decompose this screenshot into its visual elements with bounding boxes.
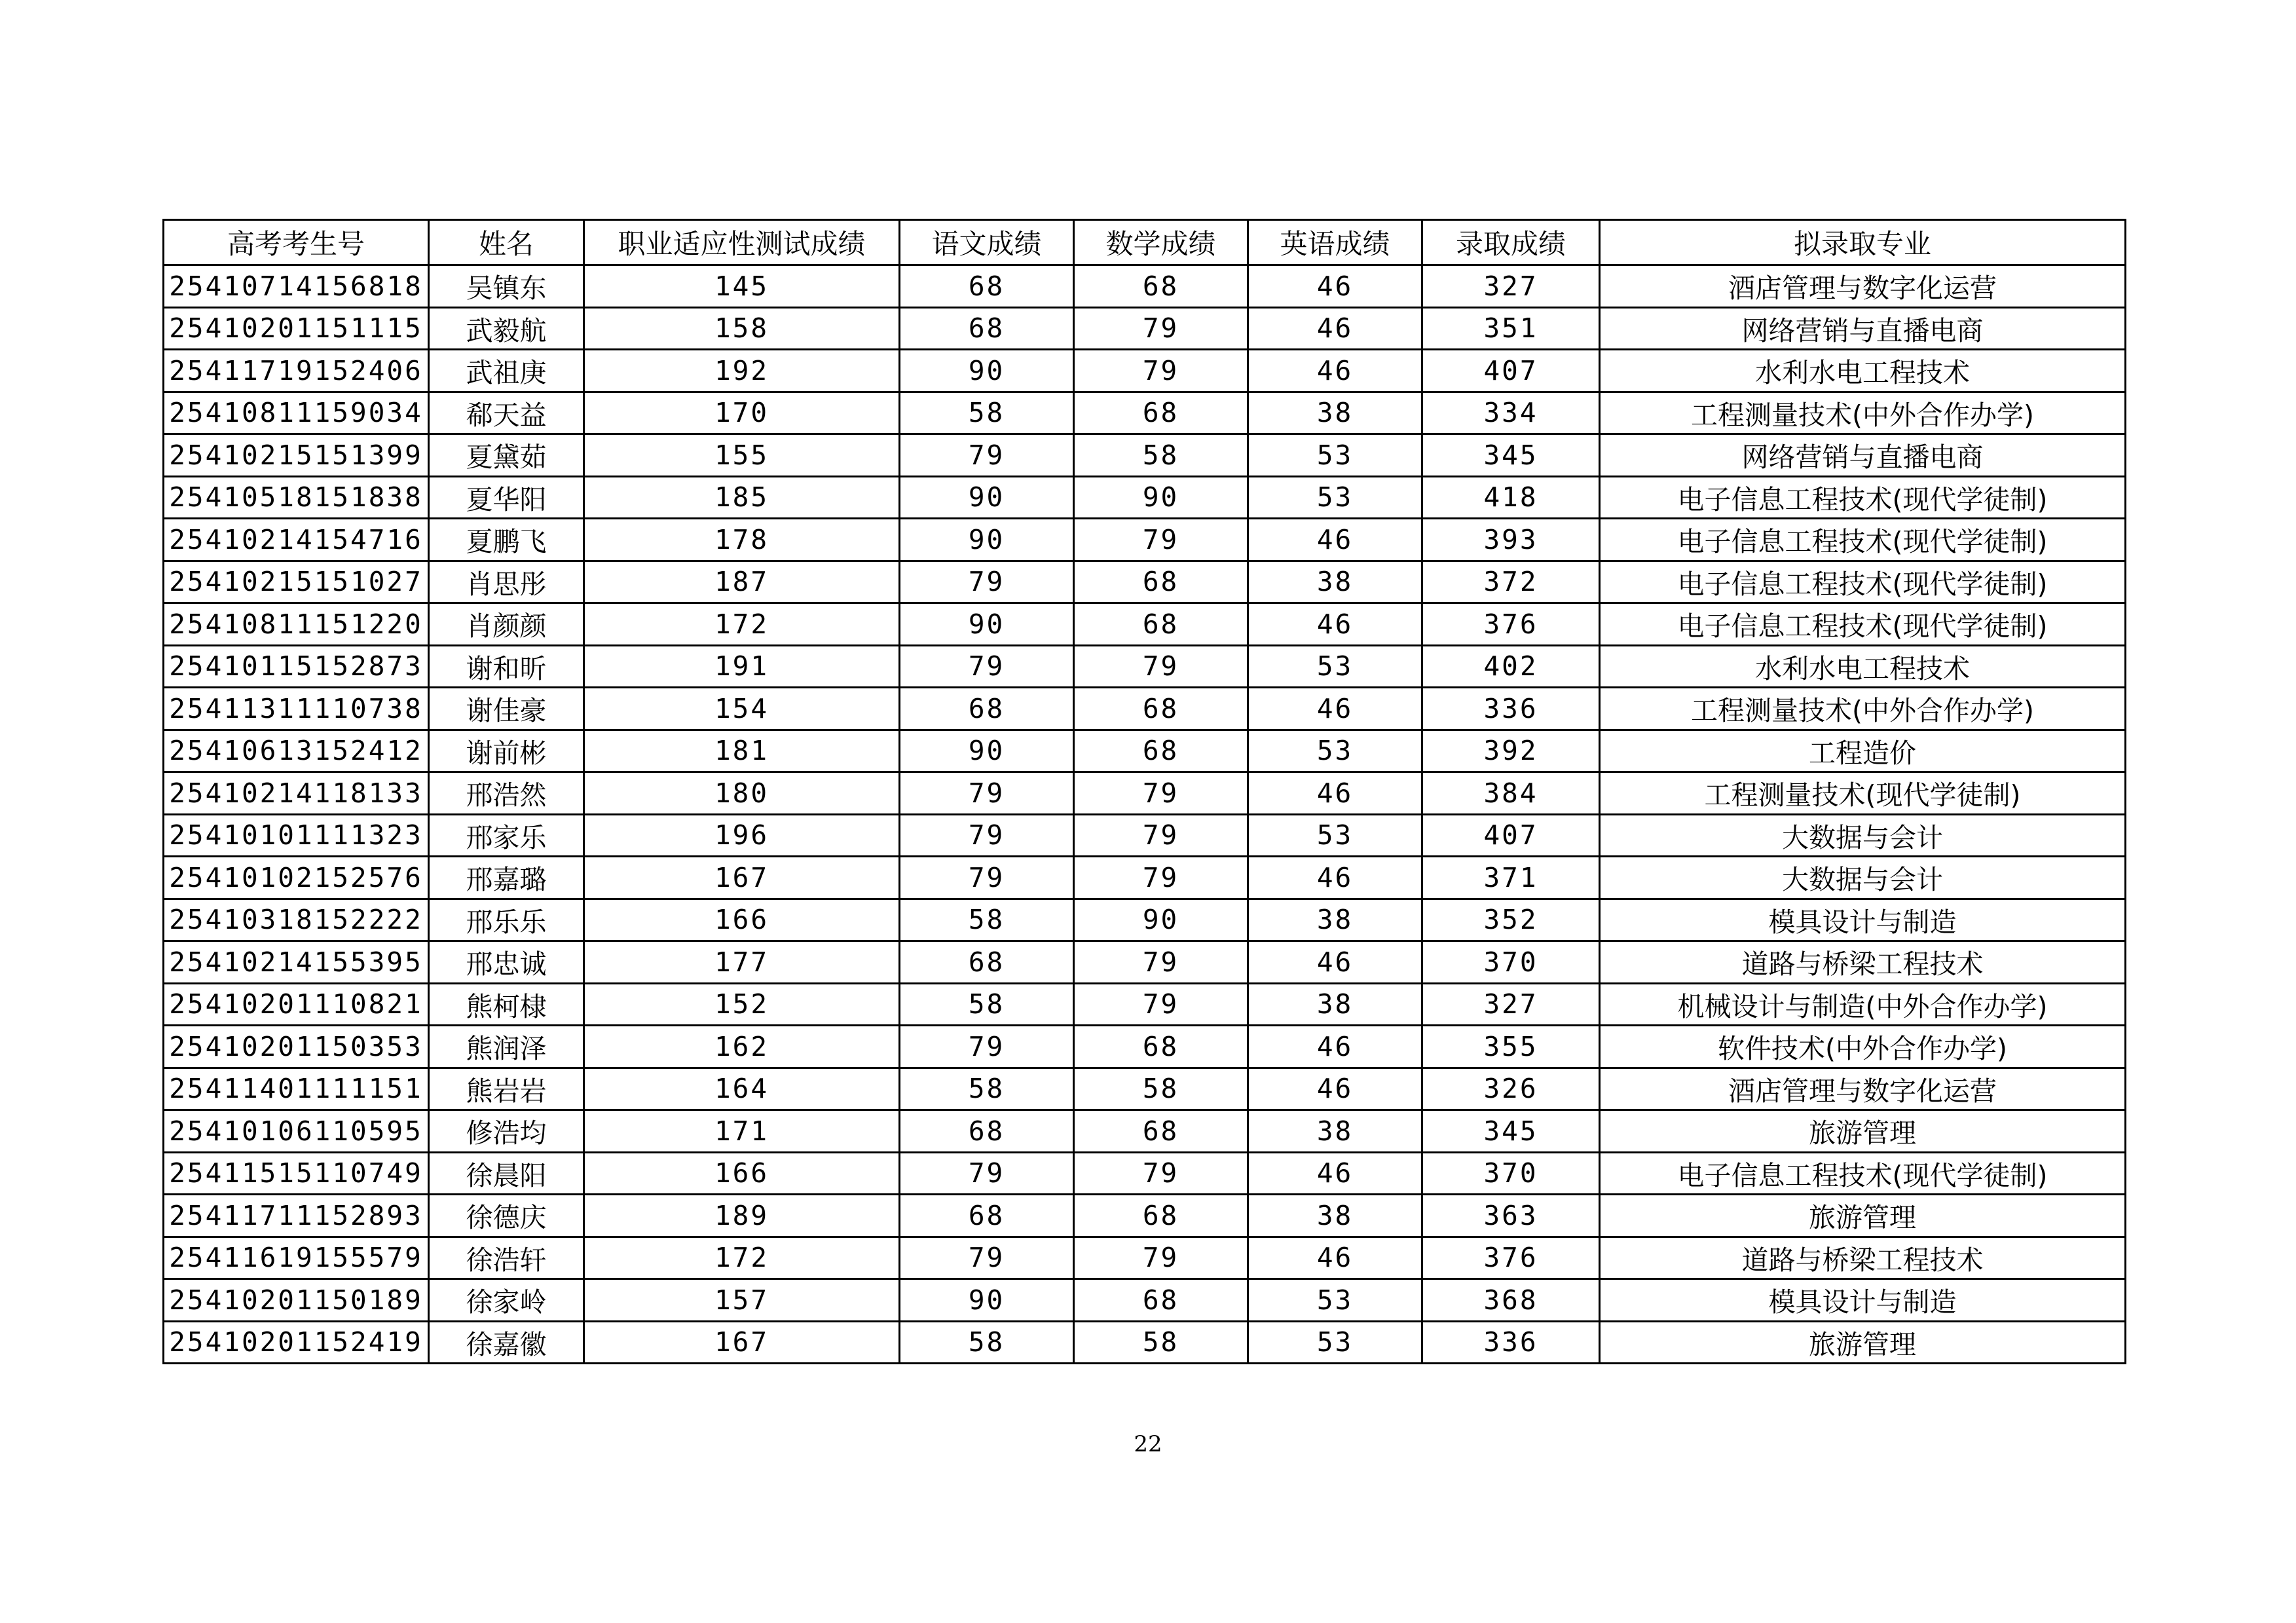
- chinese-score-cell: 79: [900, 857, 1074, 899]
- major-cell: 工程测量技术(现代学徒制): [1600, 772, 2126, 815]
- english-score-cell: 46: [1248, 307, 1422, 350]
- major-cell: 酒店管理与数字化运营: [1600, 265, 2126, 308]
- chinese-score-cell: 90: [900, 730, 1074, 772]
- english-score-cell: 46: [1248, 1152, 1422, 1195]
- table-row: [164, 350, 2126, 392]
- aptitude-score-cell: 166: [584, 1152, 900, 1195]
- exam-number-cell: 25410201110821: [164, 983, 429, 1026]
- aptitude-score-cell: 185: [584, 476, 900, 519]
- english-score-cell: 46: [1248, 1026, 1422, 1068]
- chinese-score-cell: 90: [900, 350, 1074, 392]
- exam-number-cell: 25410106110595: [164, 1110, 429, 1153]
- admission-score-cell: 392: [1422, 730, 1600, 772]
- aptitude-score-cell: 154: [584, 688, 900, 730]
- english-score-cell: 53: [1248, 434, 1422, 477]
- exam-number-cell: 25410201150353: [164, 1026, 429, 1068]
- aptitude-score-cell: 180: [584, 772, 900, 815]
- major-cell: 模具设计与制造: [1600, 1279, 2126, 1322]
- name-cell: 郗天益: [429, 392, 584, 434]
- exam-number-cell: 25411619155579: [164, 1237, 429, 1279]
- math-score-cell: 90: [1074, 899, 1248, 941]
- name-cell: 谢佳豪: [429, 688, 584, 730]
- admission-score-cell: 345: [1422, 434, 1600, 477]
- chinese-score-cell: 58: [900, 983, 1074, 1026]
- name-cell: 邢嘉璐: [429, 857, 584, 899]
- aptitude-score-cell: 172: [584, 1237, 900, 1279]
- admission-score-cell: 418: [1422, 476, 1600, 519]
- exam-number-cell: 25410101111323: [164, 814, 429, 857]
- header-major: 拟录取专业: [1600, 220, 2126, 265]
- major-cell: 工程测量技术(中外合作办学): [1600, 392, 2126, 434]
- chinese-score-cell: 79: [900, 645, 1074, 688]
- table-row: [164, 434, 2126, 477]
- table-row: [164, 899, 2126, 941]
- name-cell: 邢浩然: [429, 772, 584, 815]
- major-cell: 软件技术(中外合作办学): [1600, 1026, 2126, 1068]
- admission-score-cell: 384: [1422, 772, 1600, 815]
- chinese-score-cell: 68: [900, 941, 1074, 984]
- admission-score-cell: 336: [1422, 688, 1600, 730]
- aptitude-score-cell: 152: [584, 983, 900, 1026]
- math-score-cell: 68: [1074, 1195, 1248, 1237]
- aptitude-score-cell: 196: [584, 814, 900, 857]
- math-score-cell: 79: [1074, 519, 1248, 561]
- table-row: [164, 730, 2126, 772]
- table-row: [164, 857, 2126, 899]
- chinese-score-cell: 68: [900, 688, 1074, 730]
- aptitude-score-cell: 172: [584, 603, 900, 646]
- exam-number-cell: 25410102152576: [164, 857, 429, 899]
- admission-table: [162, 219, 2126, 1364]
- major-cell: 电子信息工程技术(现代学徒制): [1600, 519, 2126, 561]
- english-score-cell: 46: [1248, 603, 1422, 646]
- major-cell: 电子信息工程技术(现代学徒制): [1600, 1152, 2126, 1195]
- english-score-cell: 38: [1248, 899, 1422, 941]
- aptitude-score-cell: 189: [584, 1195, 900, 1237]
- chinese-score-cell: 68: [900, 1195, 1074, 1237]
- header-chinese-score: 语文成绩: [900, 220, 1074, 265]
- table-row: [164, 1152, 2126, 1195]
- header-math-score: 数学成绩: [1074, 220, 1248, 265]
- chinese-score-cell: 79: [900, 1152, 1074, 1195]
- english-score-cell: 38: [1248, 392, 1422, 434]
- exam-number-cell: 25411711152893: [164, 1195, 429, 1237]
- math-score-cell: 79: [1074, 307, 1248, 350]
- math-score-cell: 68: [1074, 1110, 1248, 1153]
- aptitude-score-cell: 164: [584, 1068, 900, 1110]
- exam-number-cell: 25410214118133: [164, 772, 429, 815]
- admission-score-cell: 407: [1422, 814, 1600, 857]
- table-row: [164, 1110, 2126, 1153]
- table-row: [164, 814, 2126, 857]
- aptitude-score-cell: 155: [584, 434, 900, 477]
- exam-number-cell: 25410115152873: [164, 645, 429, 688]
- header-aptitude-score: 职业适应性测试成绩: [584, 220, 900, 265]
- math-score-cell: 79: [1074, 941, 1248, 984]
- exam-number-cell: 25410214155395: [164, 941, 429, 984]
- admission-score-cell: 393: [1422, 519, 1600, 561]
- english-score-cell: 46: [1248, 772, 1422, 815]
- major-cell: 水利水电工程技术: [1600, 645, 2126, 688]
- major-cell: 水利水电工程技术: [1600, 350, 2126, 392]
- table-row: [164, 645, 2126, 688]
- english-score-cell: 46: [1248, 265, 1422, 308]
- chinese-score-cell: 79: [900, 561, 1074, 603]
- chinese-score-cell: 90: [900, 476, 1074, 519]
- major-cell: 大数据与会计: [1600, 814, 2126, 857]
- english-score-cell: 46: [1248, 857, 1422, 899]
- aptitude-score-cell: 170: [584, 392, 900, 434]
- aptitude-score-cell: 158: [584, 307, 900, 350]
- english-score-cell: 53: [1248, 1321, 1422, 1364]
- math-score-cell: 79: [1074, 1237, 1248, 1279]
- english-score-cell: 46: [1248, 1068, 1422, 1110]
- admission-score-cell: 376: [1422, 1237, 1600, 1279]
- aptitude-score-cell: 162: [584, 1026, 900, 1068]
- aptitude-score-cell: 166: [584, 899, 900, 941]
- major-cell: 模具设计与制造: [1600, 899, 2126, 941]
- major-cell: 网络营销与直播电商: [1600, 434, 2126, 477]
- aptitude-score-cell: 177: [584, 941, 900, 984]
- admission-score-cell: 336: [1422, 1321, 1600, 1364]
- table-row: [164, 392, 2126, 434]
- name-cell: 熊润泽: [429, 1026, 584, 1068]
- table-row: [164, 1195, 2126, 1237]
- math-score-cell: 79: [1074, 645, 1248, 688]
- name-cell: 肖颜颜: [429, 603, 584, 646]
- table-row: [164, 1068, 2126, 1110]
- table-header-row: [164, 220, 2126, 265]
- table-row: [164, 772, 2126, 815]
- major-cell: 酒店管理与数字化运营: [1600, 1068, 2126, 1110]
- exam-number-cell: 25410214154716: [164, 519, 429, 561]
- major-cell: 道路与桥梁工程技术: [1600, 1237, 2126, 1279]
- aptitude-score-cell: 157: [584, 1279, 900, 1322]
- name-cell: 肖思彤: [429, 561, 584, 603]
- math-score-cell: 68: [1074, 392, 1248, 434]
- exam-number-cell: 25410518151838: [164, 476, 429, 519]
- math-score-cell: 79: [1074, 350, 1248, 392]
- name-cell: 徐德庆: [429, 1195, 584, 1237]
- admission-score-cell: 345: [1422, 1110, 1600, 1153]
- chinese-score-cell: 58: [900, 899, 1074, 941]
- name-cell: 徐家岭: [429, 1279, 584, 1322]
- header-admission-score: 录取成绩: [1422, 220, 1600, 265]
- exam-number-cell: 25411311110738: [164, 688, 429, 730]
- chinese-score-cell: 90: [900, 519, 1074, 561]
- english-score-cell: 38: [1248, 1195, 1422, 1237]
- english-score-cell: 53: [1248, 476, 1422, 519]
- admission-score-cell: 371: [1422, 857, 1600, 899]
- exam-number-cell: 25410714156818: [164, 265, 429, 308]
- math-score-cell: 79: [1074, 814, 1248, 857]
- name-cell: 徐浩轩: [429, 1237, 584, 1279]
- admission-score-cell: 327: [1422, 265, 1600, 308]
- header-exam-number: 高考考生号: [164, 220, 429, 265]
- name-cell: 邢乐乐: [429, 899, 584, 941]
- admission-list-sheet: [162, 219, 2124, 1364]
- aptitude-score-cell: 167: [584, 1321, 900, 1364]
- english-score-cell: 38: [1248, 561, 1422, 603]
- admission-score-cell: 370: [1422, 1152, 1600, 1195]
- name-cell: 熊柯棣: [429, 983, 584, 1026]
- admission-score-cell: 351: [1422, 307, 1600, 350]
- aptitude-score-cell: 192: [584, 350, 900, 392]
- chinese-score-cell: 79: [900, 814, 1074, 857]
- table-row: [164, 688, 2126, 730]
- aptitude-score-cell: 181: [584, 730, 900, 772]
- aptitude-score-cell: 167: [584, 857, 900, 899]
- exam-number-cell: 25410811151220: [164, 603, 429, 646]
- math-score-cell: 79: [1074, 983, 1248, 1026]
- english-score-cell: 38: [1248, 1110, 1422, 1153]
- admission-score-cell: 368: [1422, 1279, 1600, 1322]
- page-number: 22: [1134, 1431, 1162, 1457]
- exam-number-cell: 25411515110749: [164, 1152, 429, 1195]
- exam-number-cell: 25411401111151: [164, 1068, 429, 1110]
- major-cell: 道路与桥梁工程技术: [1600, 941, 2126, 984]
- math-score-cell: 68: [1074, 265, 1248, 308]
- math-score-cell: 79: [1074, 857, 1248, 899]
- table-row: [164, 307, 2126, 350]
- table-row: [164, 1026, 2126, 1068]
- header-english-score: 英语成绩: [1248, 220, 1422, 265]
- math-score-cell: 58: [1074, 1321, 1248, 1364]
- major-cell: 网络营销与直播电商: [1600, 307, 2126, 350]
- admission-score-cell: 376: [1422, 603, 1600, 646]
- chinese-score-cell: 58: [900, 1321, 1074, 1364]
- english-score-cell: 46: [1248, 519, 1422, 561]
- chinese-score-cell: 68: [900, 307, 1074, 350]
- table-row: [164, 1279, 2126, 1322]
- chinese-score-cell: 58: [900, 392, 1074, 434]
- admission-score-cell: 355: [1422, 1026, 1600, 1068]
- chinese-score-cell: 58: [900, 1068, 1074, 1110]
- math-score-cell: 68: [1074, 730, 1248, 772]
- chinese-score-cell: 90: [900, 603, 1074, 646]
- name-cell: 夏华阳: [429, 476, 584, 519]
- table-body: [164, 265, 2126, 1364]
- name-cell: 熊岩岩: [429, 1068, 584, 1110]
- math-score-cell: 79: [1074, 1152, 1248, 1195]
- name-cell: 修浩均: [429, 1110, 584, 1153]
- math-score-cell: 58: [1074, 1068, 1248, 1110]
- aptitude-score-cell: 191: [584, 645, 900, 688]
- table-row: [164, 476, 2126, 519]
- chinese-score-cell: 68: [900, 1110, 1074, 1153]
- english-score-cell: 53: [1248, 730, 1422, 772]
- major-cell: 机械设计与制造(中外合作办学): [1600, 983, 2126, 1026]
- admission-score-cell: 326: [1422, 1068, 1600, 1110]
- chinese-score-cell: 79: [900, 772, 1074, 815]
- exam-number-cell: 25410201152419: [164, 1321, 429, 1364]
- exam-number-cell: 25410215151399: [164, 434, 429, 477]
- english-score-cell: 46: [1248, 941, 1422, 984]
- exam-number-cell: 25410318152222: [164, 899, 429, 941]
- name-cell: 徐晨阳: [429, 1152, 584, 1195]
- major-cell: 旅游管理: [1600, 1195, 2126, 1237]
- name-cell: 谢和昕: [429, 645, 584, 688]
- table-row: [164, 561, 2126, 603]
- name-cell: 吴镇东: [429, 265, 584, 308]
- chinese-score-cell: 79: [900, 434, 1074, 477]
- table-row: [164, 603, 2126, 646]
- table-row: [164, 1321, 2126, 1364]
- exam-number-cell: 25411719152406: [164, 350, 429, 392]
- name-cell: 谢前彬: [429, 730, 584, 772]
- admission-score-cell: 334: [1422, 392, 1600, 434]
- exam-number-cell: 25410613152412: [164, 730, 429, 772]
- exam-number-cell: 25410201151115: [164, 307, 429, 350]
- math-score-cell: 68: [1074, 1026, 1248, 1068]
- chinese-score-cell: 68: [900, 265, 1074, 308]
- name-cell: 徐嘉徽: [429, 1321, 584, 1364]
- major-cell: 旅游管理: [1600, 1321, 2126, 1364]
- table-row: [164, 519, 2126, 561]
- name-cell: 武毅航: [429, 307, 584, 350]
- header-name: 姓名: [429, 220, 584, 265]
- english-score-cell: 46: [1248, 350, 1422, 392]
- major-cell: 电子信息工程技术(现代学徒制): [1600, 561, 2126, 603]
- aptitude-score-cell: 178: [584, 519, 900, 561]
- math-score-cell: 68: [1074, 561, 1248, 603]
- major-cell: 工程测量技术(中外合作办学): [1600, 688, 2126, 730]
- table-row: [164, 1237, 2126, 1279]
- english-score-cell: 38: [1248, 983, 1422, 1026]
- table-row: [164, 983, 2126, 1026]
- chinese-score-cell: 79: [900, 1237, 1074, 1279]
- admission-score-cell: 363: [1422, 1195, 1600, 1237]
- admission-score-cell: 372: [1422, 561, 1600, 603]
- aptitude-score-cell: 171: [584, 1110, 900, 1153]
- english-score-cell: 53: [1248, 814, 1422, 857]
- major-cell: 工程造价: [1600, 730, 2126, 772]
- admission-score-cell: 402: [1422, 645, 1600, 688]
- english-score-cell: 53: [1248, 1279, 1422, 1322]
- english-score-cell: 53: [1248, 645, 1422, 688]
- english-score-cell: 46: [1248, 688, 1422, 730]
- table-row: [164, 265, 2126, 308]
- name-cell: 武祖庚: [429, 350, 584, 392]
- math-score-cell: 68: [1074, 688, 1248, 730]
- math-score-cell: 68: [1074, 1279, 1248, 1322]
- major-cell: 电子信息工程技术(现代学徒制): [1600, 476, 2126, 519]
- name-cell: 邢家乐: [429, 814, 584, 857]
- english-score-cell: 46: [1248, 1237, 1422, 1279]
- aptitude-score-cell: 187: [584, 561, 900, 603]
- exam-number-cell: 25410201150189: [164, 1279, 429, 1322]
- name-cell: 邢忠诚: [429, 941, 584, 984]
- name-cell: 夏黛茹: [429, 434, 584, 477]
- admission-score-cell: 370: [1422, 941, 1600, 984]
- exam-number-cell: 25410811159034: [164, 392, 429, 434]
- math-score-cell: 58: [1074, 434, 1248, 477]
- name-cell: 夏鹏飞: [429, 519, 584, 561]
- table-row: [164, 941, 2126, 984]
- math-score-cell: 68: [1074, 603, 1248, 646]
- admission-score-cell: 407: [1422, 350, 1600, 392]
- aptitude-score-cell: 145: [584, 265, 900, 308]
- exam-number-cell: 25410215151027: [164, 561, 429, 603]
- major-cell: 旅游管理: [1600, 1110, 2126, 1153]
- admission-score-cell: 352: [1422, 899, 1600, 941]
- admission-score-cell: 327: [1422, 983, 1600, 1026]
- chinese-score-cell: 90: [900, 1279, 1074, 1322]
- chinese-score-cell: 79: [900, 1026, 1074, 1068]
- major-cell: 大数据与会计: [1600, 857, 2126, 899]
- math-score-cell: 90: [1074, 476, 1248, 519]
- math-score-cell: 79: [1074, 772, 1248, 815]
- major-cell: 电子信息工程技术(现代学徒制): [1600, 603, 2126, 646]
